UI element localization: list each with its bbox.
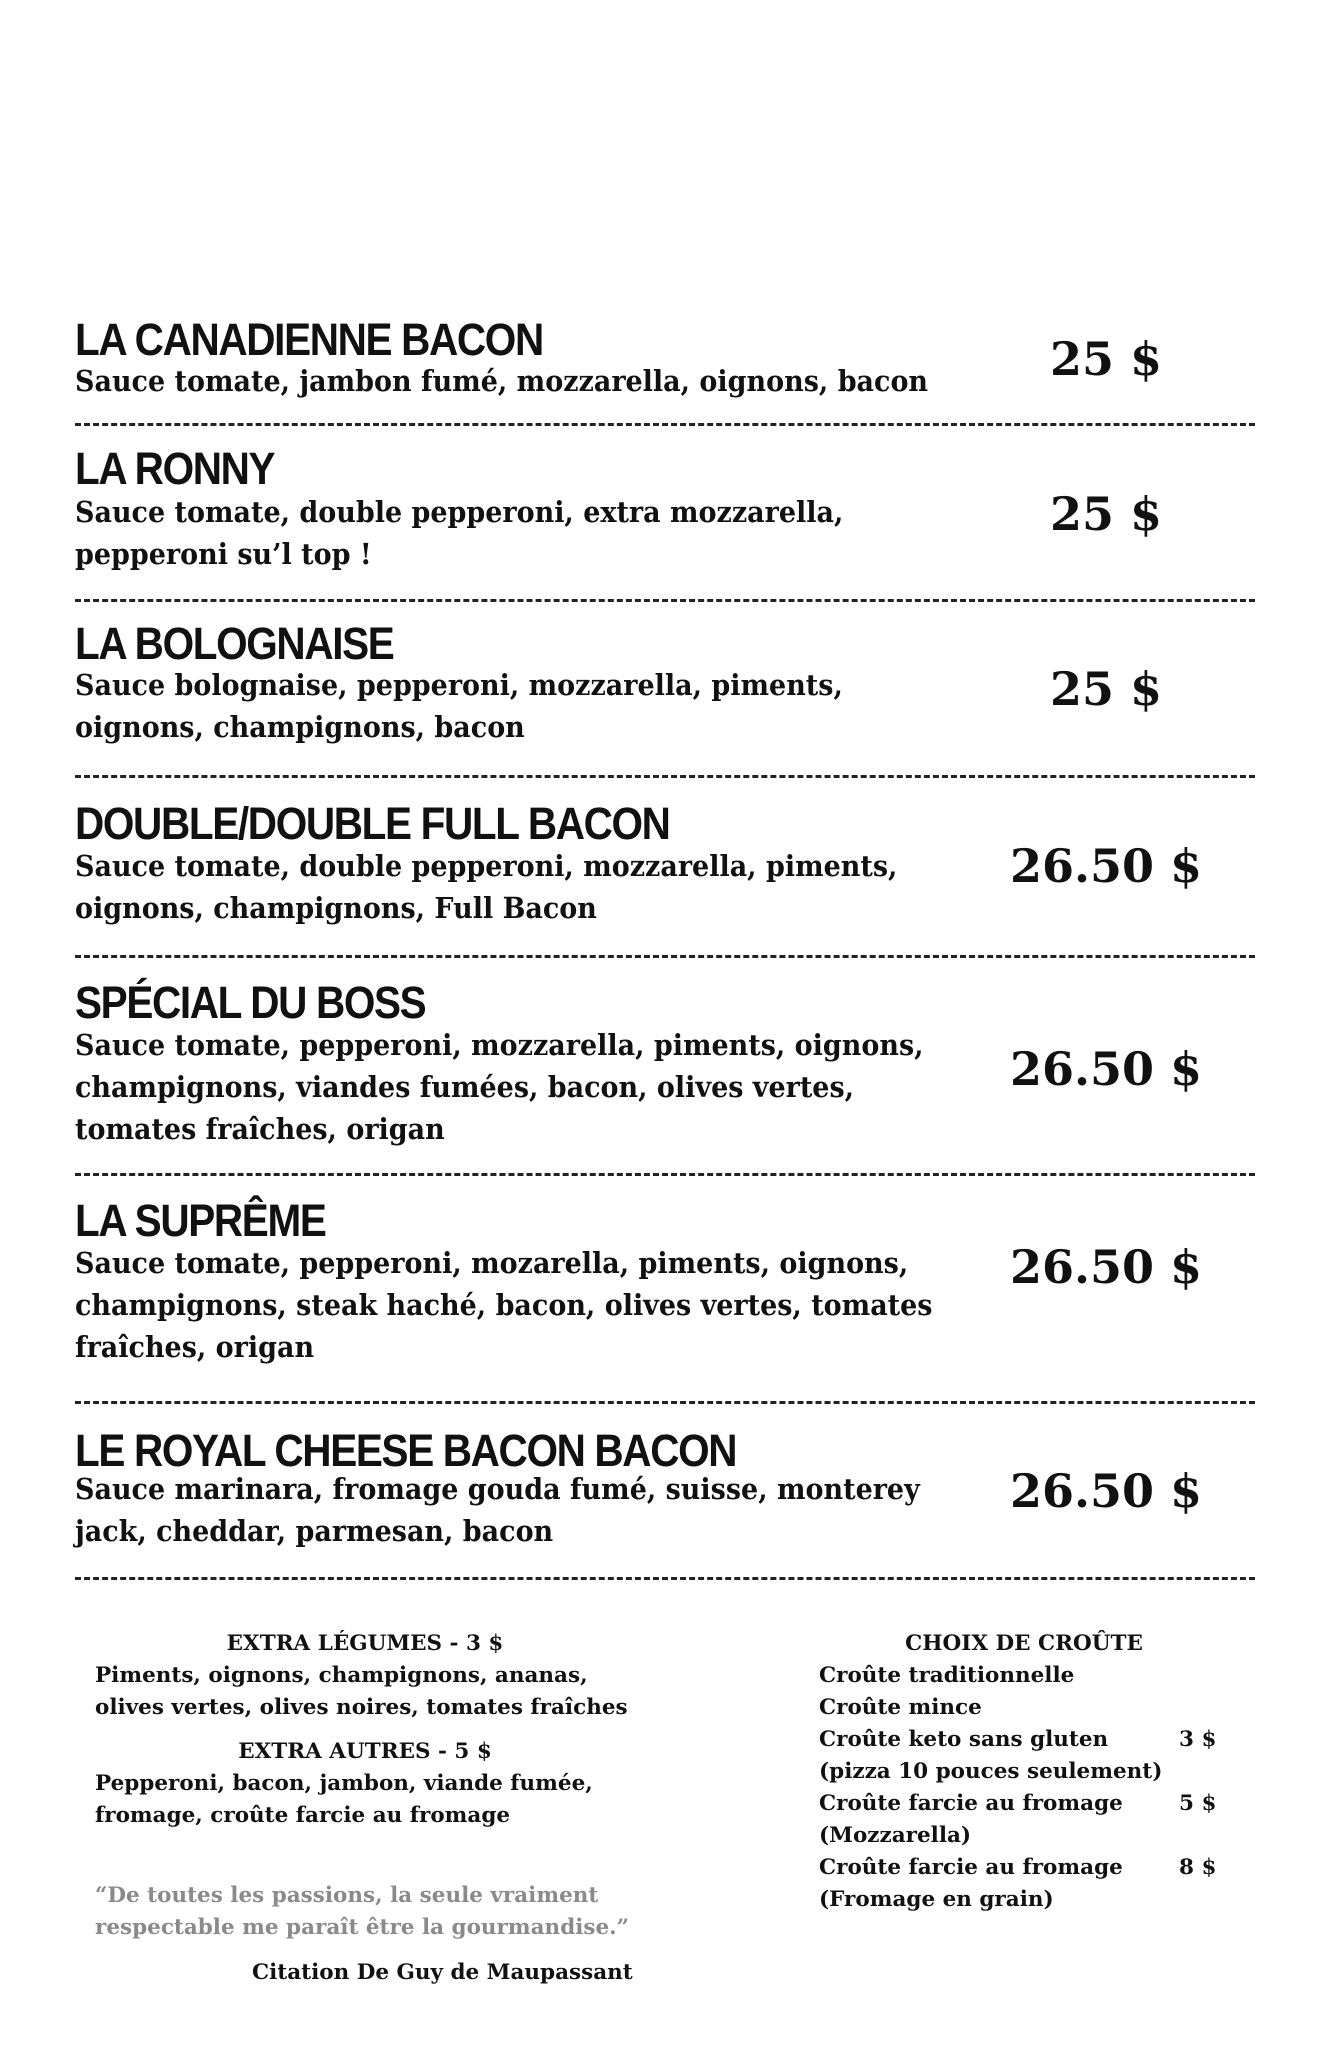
item-price: 25 $ <box>1050 487 1163 541</box>
pizza-menu-list <box>75 305 1255 1580</box>
crust-label: (Mozzarella) <box>819 1823 972 1848</box>
crust-label: (Fromage en grain) <box>819 1887 1054 1912</box>
item-price: 25 $ <box>1050 332 1163 386</box>
quote <box>95 1880 629 1944</box>
item-description: Sauce marinara, fromage gouda fumé, suisse, monterey jack, cheddar, parmesan, bacon <box>75 1472 920 1548</box>
menu-item <box>75 1404 1255 1580</box>
menu-item <box>75 778 1255 958</box>
menu-item <box>75 1176 1255 1404</box>
crust-option <box>819 1660 1229 1692</box>
item-name: LA SUPRÊME <box>75 1195 326 1246</box>
item-name: LA BOLOGNAISE <box>75 618 394 669</box>
item-name: LA RONNY <box>75 443 275 494</box>
crust-option-note <box>819 1884 1229 1916</box>
crust-option <box>819 1724 1229 1756</box>
extra-autres-line: Pepperoni, bacon, jambon, viande fumée, <box>95 1771 593 1796</box>
crust-option-note <box>819 1820 1229 1852</box>
quote-line: “De toutes les passions, la seule vraiment <box>95 1883 599 1908</box>
crust-label: Croûte traditionnelle <box>819 1663 1075 1688</box>
extra-legumes-line: Piments, oignons, champignons, ananas, <box>95 1663 588 1688</box>
item-description: Sauce tomate, double pepperoni, extra mozzarella, pepperoni su’l top ! <box>75 495 844 571</box>
quote-citation: Citation De Guy de Maupassant <box>252 1960 633 1985</box>
extra-legumes-line: olives vertes, olives noires, tomates fraîches <box>95 1695 628 1720</box>
item-price: 26.50 $ <box>1010 1240 1203 1294</box>
extra-autres-title: EXTRA AUTRES - 5 $ <box>238 1739 492 1764</box>
extras-section <box>95 1628 635 1832</box>
menu-item <box>75 426 1255 602</box>
crust-title: CHOIX DE CROÛTE <box>905 1631 1143 1656</box>
crust-option <box>819 1692 1229 1724</box>
crust-price: 5 $ <box>1179 1791 1217 1816</box>
crust-label: Croûte mince <box>819 1695 982 1720</box>
crust-option <box>819 1788 1229 1820</box>
item-description: Sauce tomate, jambon fumé, mozzarella, oignons, bacon <box>75 364 929 398</box>
crust-price: 3 $ <box>1179 1727 1217 1752</box>
crust-option <box>819 1852 1229 1884</box>
item-name: LE ROYAL CHEESE BACON BACON <box>75 1425 737 1476</box>
menu-item <box>75 958 1255 1176</box>
menu-item <box>75 305 1255 426</box>
item-description: Sauce bolognaise, pepperoni, mozzarella, piments, oignons, champignons, bacon <box>75 668 843 744</box>
item-name: SPÉCIAL DU BOSS <box>75 977 426 1028</box>
crust-price: 8 $ <box>1179 1855 1217 1880</box>
quote-line: respectable me paraît être la gourmandise.” <box>95 1915 630 1940</box>
crust-section <box>819 1628 1229 1916</box>
item-name: DOUBLE/DOUBLE FULL BACON <box>75 798 670 849</box>
item-description: Sauce tomate, double pepperoni, mozzarella, piments, oignons, champignons, Full Bacon <box>75 849 898 925</box>
crust-label: Croûte keto sans gluten <box>819 1727 1109 1752</box>
crust-label: (pizza 10 pouces seulement) <box>819 1759 1163 1784</box>
item-description: Sauce tomate, pepperoni, mozarella, piments, oignons, champignons, steak haché, bacon, olives vertes, tomates fraîches, origan <box>75 1246 933 1364</box>
item-price: 25 $ <box>1050 662 1163 716</box>
item-name: LA CANADIENNE BACON <box>75 314 543 365</box>
crust-label: Croûte farcie au fromage <box>819 1855 1123 1880</box>
extra-legumes-title: EXTRA LÉGUMES - 3 $ <box>226 1631 504 1656</box>
extra-autres-line: fromage, croûte farcie au fromage <box>95 1803 511 1828</box>
crust-option-note <box>819 1756 1229 1788</box>
crust-label: Croûte farcie au fromage <box>819 1791 1123 1816</box>
item-price: 26.50 $ <box>1010 1464 1203 1518</box>
item-price: 26.50 $ <box>1010 1042 1203 1096</box>
item-description: Sauce tomate, pepperoni, mozzarella, piments, oignons, champignons, viandes fumées, bacon, olives vertes, tomates fraîches, origan <box>75 1028 924 1146</box>
menu-item <box>75 602 1255 778</box>
item-price: 26.50 $ <box>1010 839 1203 893</box>
